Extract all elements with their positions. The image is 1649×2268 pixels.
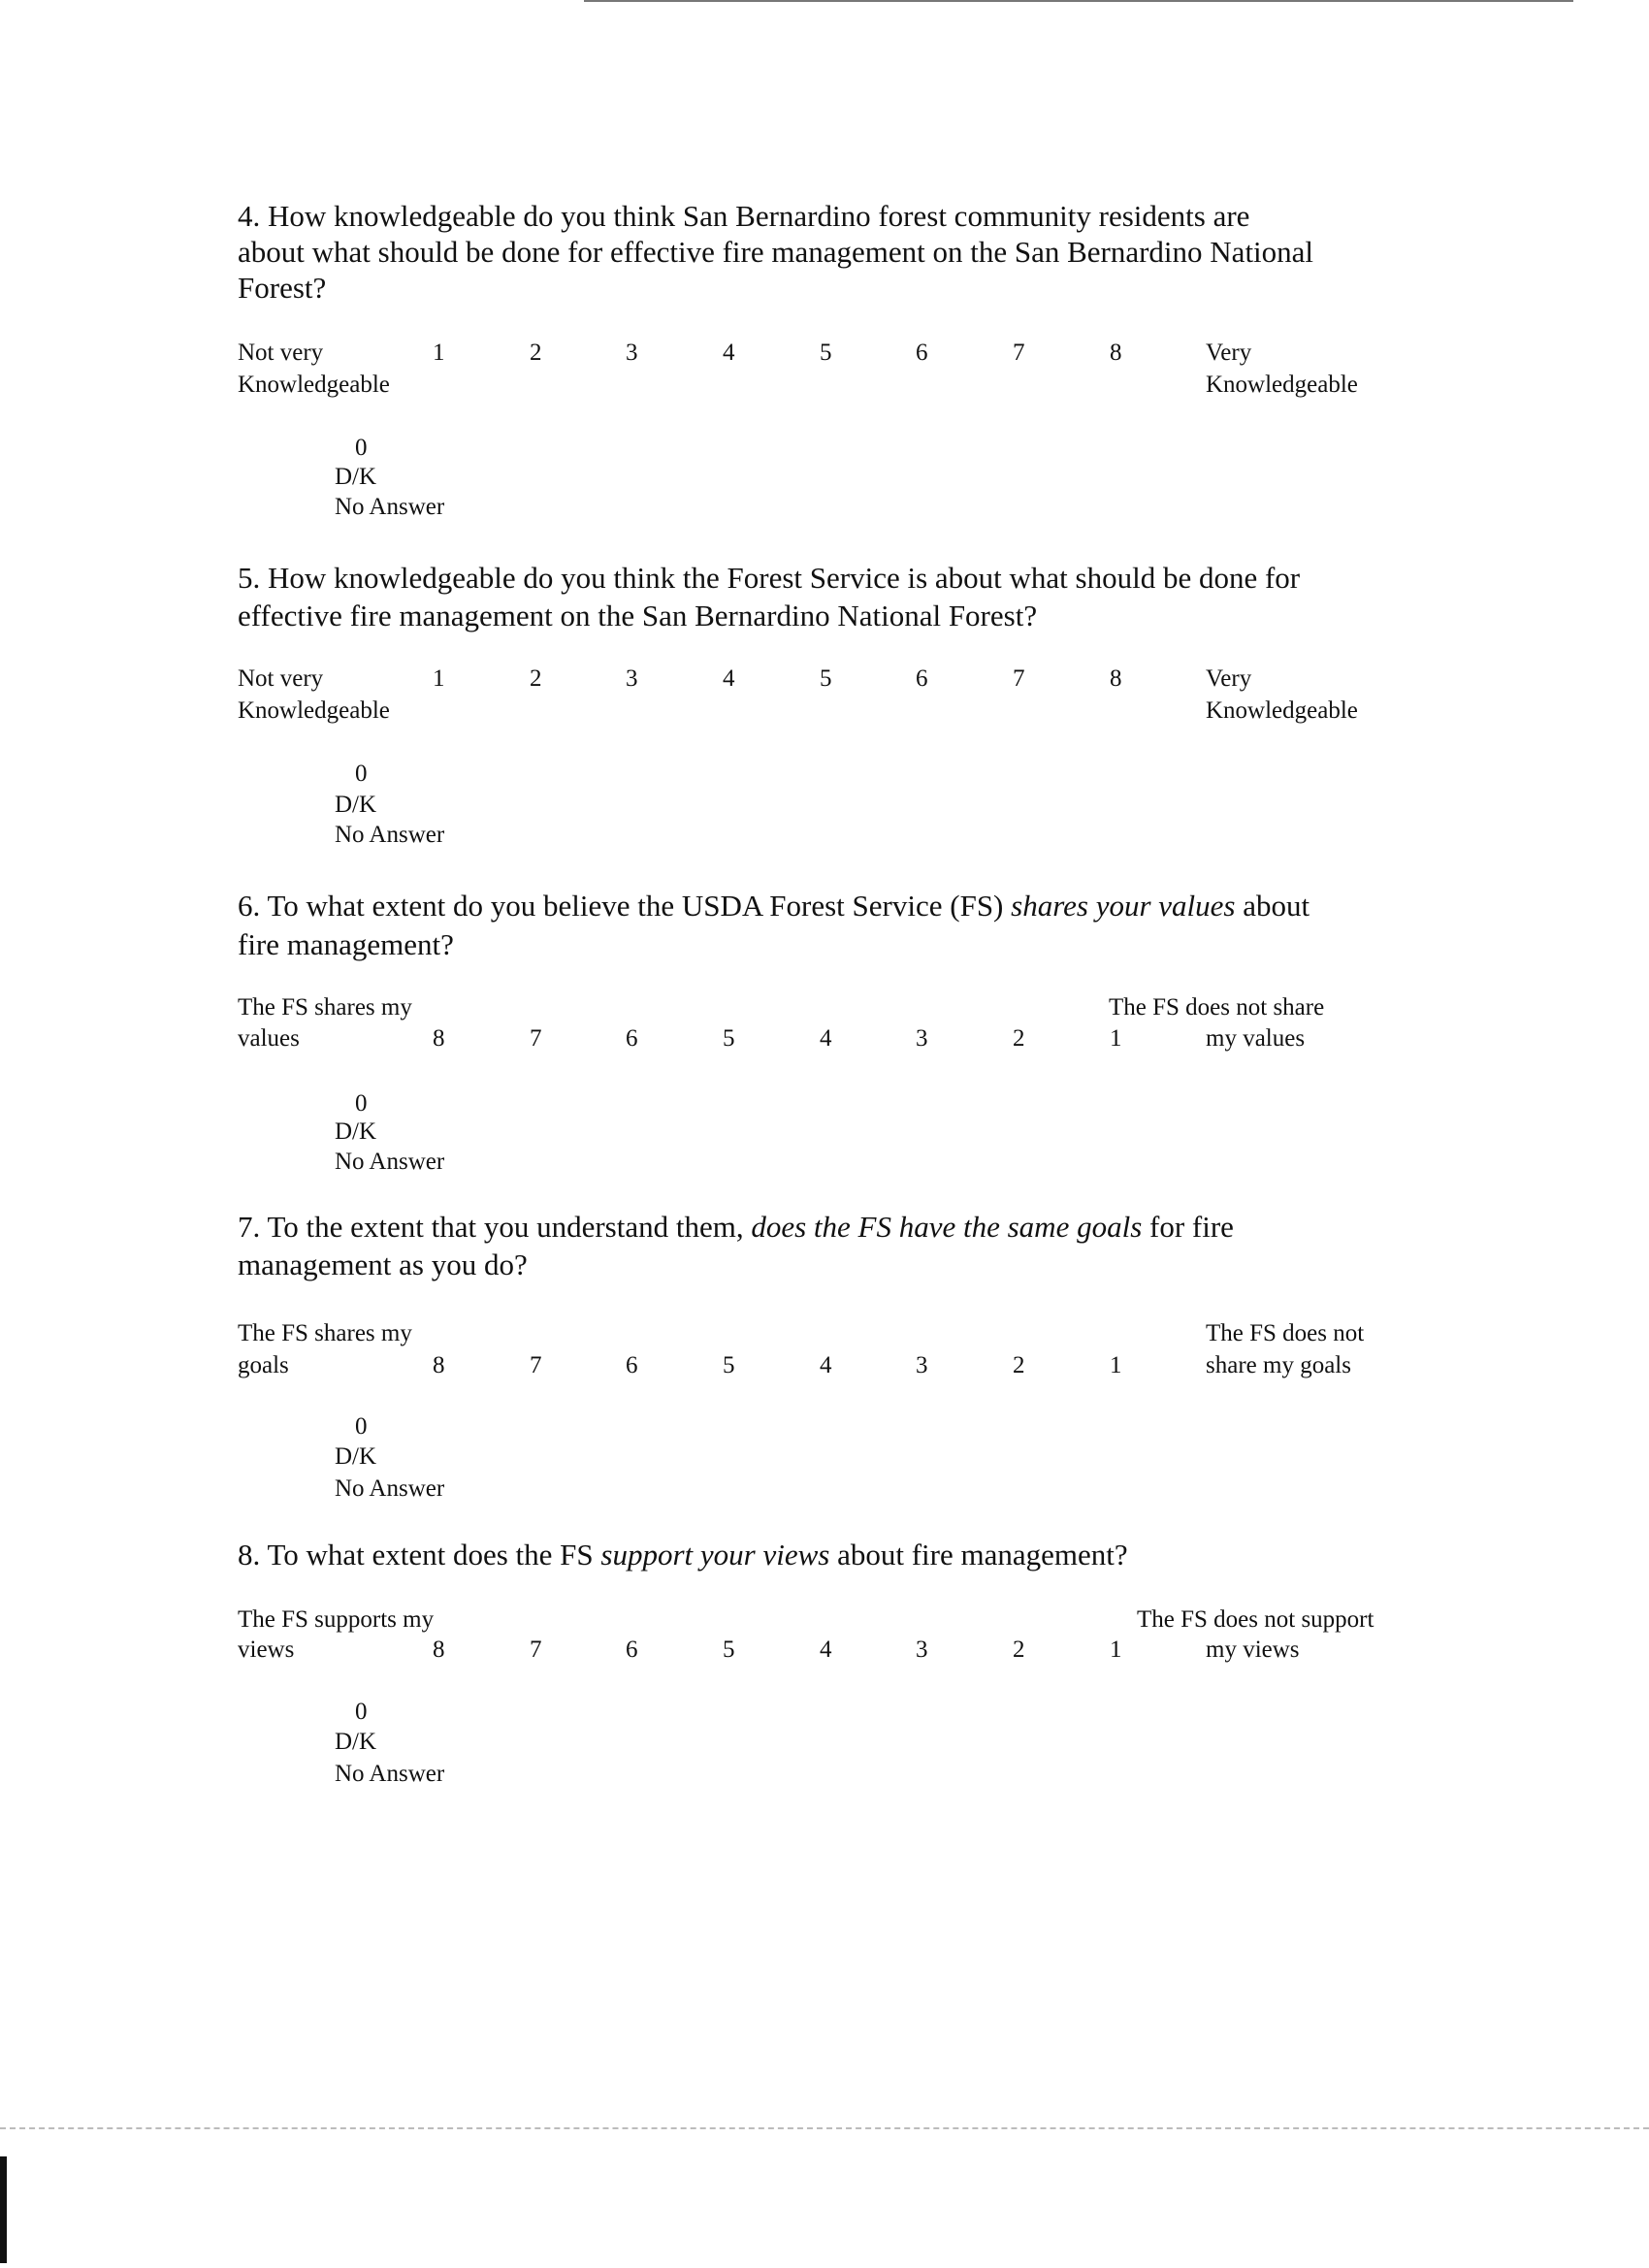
question-emphasis: does the FS have the same goals [751,1210,1143,1244]
scale-option-7[interactable]: 7 [530,1636,542,1663]
scale-option-5[interactable]: 5 [723,1352,735,1378]
scale-left-label: Knowledgeable [238,372,390,398]
scale-option-8[interactable]: 8 [433,1636,445,1663]
scale-right-label: The FS does not [1206,1320,1365,1346]
scale-option-7[interactable]: 7 [530,1025,542,1052]
dk-label: D/K [335,464,377,490]
scale-right-label: share my goals [1206,1352,1351,1378]
question-text: How knowledgeable do you think the Forest Service is about what should be done for [268,561,1301,595]
dk-option-value[interactable]: 0 [355,435,368,461]
scale-option-2[interactable]: 2 [1013,1025,1025,1052]
question-text-line [238,1209,1234,1246]
scale-option-6[interactable]: 6 [916,665,928,692]
scale-left-label: The FS supports my [238,1606,435,1633]
no-answer-label: No Answer [335,1149,445,1175]
scale-option-1[interactable]: 1 [433,665,445,692]
scale-left-label: Not very [238,340,324,366]
scale-option-4[interactable]: 4 [723,665,735,692]
scale-option-8[interactable]: 8 [1110,665,1122,692]
no-answer-label: No Answer [335,494,445,520]
question-text-line [238,598,1037,634]
scale-option-2[interactable]: 2 [1013,1636,1025,1663]
scale-option-7[interactable]: 7 [1013,340,1025,366]
question-number: 5. [238,561,261,595]
question-text-line [238,234,1313,271]
scale-left-label: The FS shares my [238,1320,412,1346]
scale-option-5[interactable]: 5 [820,665,832,692]
scale-option-6[interactable]: 6 [916,340,928,366]
question-number: 6. [238,889,261,923]
scale-option-4[interactable]: 4 [820,1025,832,1052]
scale-option-1[interactable]: 1 [433,340,445,366]
dk-option-value[interactable]: 0 [355,1413,368,1440]
scale-option-1[interactable]: 1 [1110,1352,1122,1378]
scale-option-3[interactable]: 3 [916,1025,928,1052]
scale-right-label: my values [1206,1025,1306,1052]
question-text: How knowledgeable do you think San Bernardino forest community residents are [268,199,1250,233]
question-text-line [238,888,1310,924]
dk-label: D/K [335,1118,377,1145]
scale-option-8[interactable]: 8 [1110,340,1122,366]
scale-option-3[interactable]: 3 [626,665,638,692]
question-text: about fire management? [829,1538,1128,1571]
question-text-line: fire management? [238,927,454,961]
scale-right-label: Very [1206,340,1252,366]
dk-option-value[interactable]: 0 [355,761,368,787]
scale-option-6[interactable]: 6 [626,1352,638,1378]
scale-left-label: goals [238,1352,289,1378]
dk-option-value[interactable]: 0 [355,1699,368,1725]
question-text-line [238,198,1249,235]
question-text: about [1235,889,1310,923]
scale-left-label: Not very [238,665,324,692]
scale-option-3[interactable]: 3 [916,1352,928,1378]
question-text-line [238,560,1300,597]
scale-right-label: Knowledgeable [1206,697,1358,724]
question-number: 7. [238,1210,261,1244]
scale-option-6[interactable]: 6 [626,1025,638,1052]
scale-option-7[interactable]: 7 [530,1352,542,1378]
question-text-line [238,270,326,307]
scale-option-2[interactable]: 2 [530,340,542,366]
scale-left-label: The FS shares my [238,994,412,1021]
scale-option-5[interactable]: 5 [820,340,832,366]
question-text-line [238,1537,1128,1573]
question-text: To what extent does the FS [267,1538,601,1571]
scale-option-4[interactable]: 4 [820,1636,832,1663]
question-text: To the extent that you understand them, [267,1210,752,1244]
scale-option-5[interactable]: 5 [723,1636,735,1663]
scale-option-8[interactable]: 8 [433,1025,445,1052]
scale-option-3[interactable]: 3 [626,340,638,366]
scale-option-8[interactable]: 8 [433,1352,445,1378]
scale-left-label: values [238,1025,300,1052]
dk-label: D/K [335,792,377,818]
no-answer-label: No Answer [335,1475,445,1502]
question-emphasis: shares your values [1011,889,1236,923]
question-emphasis: support your views [600,1538,830,1571]
scale-right-label: The FS does not share [1109,994,1325,1021]
question-text: To what extent do you believe the USDA Forest Service (FS) [267,889,1012,923]
dk-label: D/K [335,1729,377,1755]
scale-left-label: views [238,1636,295,1663]
scale-option-5[interactable]: 5 [723,1025,735,1052]
question-text: effective fire management on the San Bernardino National Forest? [238,599,1038,632]
scan-edge-bottom [0,2127,1649,2129]
scan-edge-top [584,0,1573,2]
scale-option-3[interactable]: 3 [916,1636,928,1663]
scale-option-4[interactable]: 4 [723,340,735,366]
scale-option-7[interactable]: 7 [1013,665,1025,692]
scale-right-label: Knowledgeable [1206,372,1358,398]
scan-edge-left-mark [0,2156,7,2263]
scale-right-label: The FS does not support [1137,1606,1374,1633]
dk-label: D/K [335,1443,377,1470]
question-number: 8. [238,1538,261,1571]
no-answer-label: No Answer [335,822,445,848]
scale-right-label: Very [1206,665,1252,692]
no-answer-label: No Answer [335,1761,445,1787]
scale-right-label: my views [1206,1636,1300,1663]
scale-option-1[interactable]: 1 [1110,1636,1122,1663]
scale-option-2[interactable]: 2 [530,665,542,692]
scale-option-1[interactable]: 1 [1110,1025,1122,1052]
scale-option-6[interactable]: 6 [626,1636,638,1663]
question-text-line: management as you do? [238,1247,528,1281]
scale-option-4[interactable]: 4 [820,1352,832,1378]
scale-option-2[interactable]: 2 [1013,1352,1025,1378]
question-text: about what should be done for effective fire management on the San Bernardino National [238,235,1314,269]
scale-left-label: Knowledgeable [238,697,390,724]
question-text: Forest? [238,271,327,305]
question-text: for fire [1142,1210,1234,1244]
question-number: 4. [238,199,261,233]
dk-option-value[interactable]: 0 [355,1090,368,1117]
